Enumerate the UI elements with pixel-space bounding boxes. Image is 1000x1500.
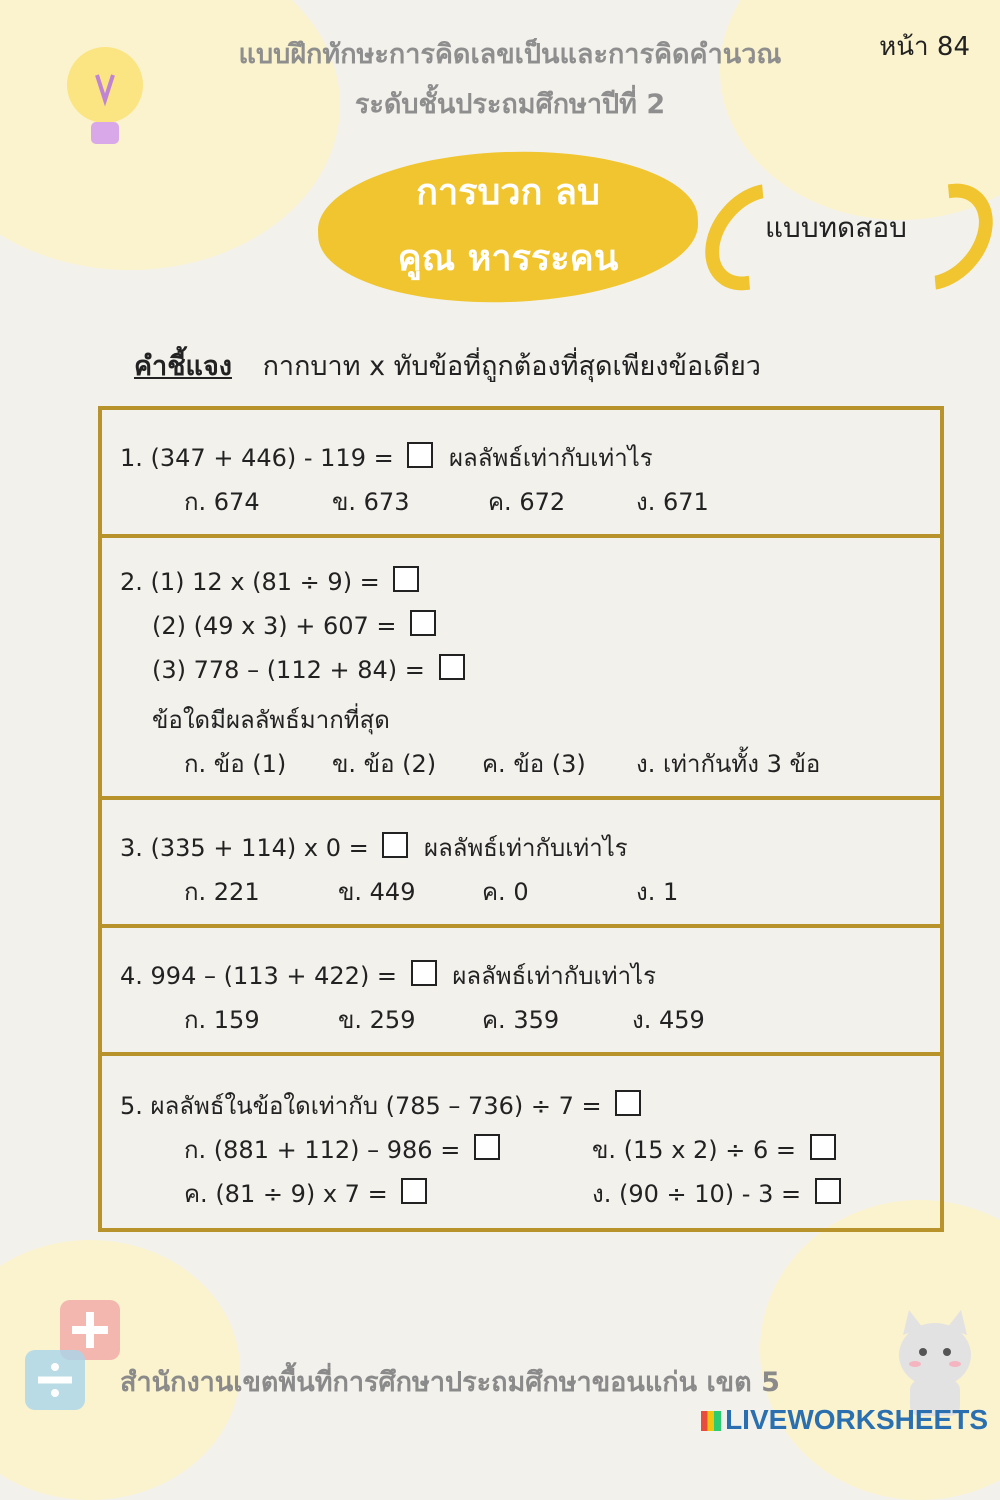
answer-box[interactable]: [411, 960, 437, 986]
answer-box[interactable]: [410, 610, 436, 636]
question-suffix: ผลลัพธ์เท่ากับเท่าไร: [452, 962, 656, 990]
question-1: [98, 406, 944, 538]
question-5: [98, 1052, 944, 1232]
lightbulb-icon: [55, 40, 155, 160]
question-suffix: ผลลัพธ์เท่ากับเท่าไร: [448, 444, 653, 472]
title-line-2: ระดับชั้นประถมศึกษาปีที่ 2: [354, 89, 666, 120]
question-text: 3. (335 + 114) x 0 =: [120, 834, 369, 862]
question-text: 4. 994 – (113 + 422) =: [120, 962, 398, 990]
option-c[interactable]: ค. 359: [482, 1006, 560, 1034]
option-d[interactable]: ง. (90 ÷ 10) - 3 =: [592, 1180, 802, 1208]
question-3: [98, 796, 944, 928]
math-symbols-icon: [20, 1290, 130, 1430]
answer-box[interactable]: [815, 1178, 841, 1204]
question-2: [98, 534, 944, 800]
title-line-1: แบบฝึกทักษะการคิดเลขเป็นและการคิดคำนวณ: [238, 39, 782, 70]
option-c[interactable]: ค. 672: [488, 488, 566, 516]
option-b[interactable]: ข. 259: [338, 1006, 416, 1034]
answer-box[interactable]: [407, 442, 433, 468]
option-d[interactable]: ง. เท่ากันทั้ง 3 ข้อ: [636, 750, 821, 778]
topic-line-1: การบวก ลบ: [416, 172, 600, 213]
question-text: 5. ผลลัพธ์ในข้อใดเท่ากับ (785 – 736) ÷ 7 =: [120, 1092, 602, 1120]
liveworksheets-logo-icon: [701, 1411, 721, 1431]
watermark-text: LIVEWORKSHEETS: [725, 1404, 988, 1435]
option-a[interactable]: ก. 221: [184, 878, 260, 906]
option-a[interactable]: ก. 159: [184, 1006, 260, 1034]
option-d[interactable]: ง. 671: [636, 488, 709, 516]
option-c[interactable]: ค. 0: [482, 878, 529, 906]
question-text: 1. (347 + 446) - 119 =: [120, 444, 394, 472]
instructions-text: กากบาท x ทับข้อที่ถูกต้องที่สุดเพียงข้อเดียว: [262, 351, 761, 382]
answer-box[interactable]: [615, 1090, 641, 1116]
question-line: (3) 778 – (112 + 84) =: [152, 656, 425, 684]
answer-box[interactable]: [439, 654, 465, 680]
liveworksheets-watermark: [701, 1404, 988, 1436]
page-number: หน้า 84: [879, 32, 970, 62]
option-b[interactable]: ข. 449: [338, 878, 416, 906]
footer-organization: สำนักงานเขตพื้นที่การศึกษาประถมศึกษาขอนแก่น เขต 5: [120, 1367, 780, 1398]
option-b[interactable]: ข. 673: [332, 488, 410, 516]
option-c[interactable]: ค. (81 ÷ 9) x 7 =: [184, 1180, 388, 1208]
answer-box[interactable]: [401, 1178, 427, 1204]
topic-line-2: คูณ หารระคน: [397, 238, 619, 279]
option-b[interactable]: ข. (15 x 2) ÷ 6 =: [592, 1136, 797, 1164]
question-suffix: ผลลัพธ์เท่ากับเท่าไร: [424, 834, 628, 862]
answer-box[interactable]: [382, 832, 408, 858]
answer-box[interactable]: [393, 566, 419, 592]
option-b[interactable]: ข. ข้อ (2): [332, 750, 437, 778]
option-a[interactable]: ก. (881 + 112) – 986 =: [184, 1136, 461, 1164]
answer-box[interactable]: [810, 1134, 836, 1160]
worksheet-title: [150, 30, 870, 130]
option-d[interactable]: ง. 1: [636, 878, 679, 906]
answer-box[interactable]: [474, 1134, 500, 1160]
question-prompt: ข้อใดมีผลลัพธ์มากที่สุด: [152, 706, 390, 734]
question-4: [98, 924, 944, 1056]
topic-badge-text: [318, 160, 698, 292]
question-line: (2) (49 x 3) + 607 =: [152, 612, 397, 640]
option-a[interactable]: ก. 674: [184, 488, 260, 516]
option-c[interactable]: ค. ข้อ (3): [482, 750, 586, 778]
instructions: [134, 344, 761, 387]
cat-icon: [885, 1300, 985, 1420]
question-line: 2. (1) 12 x (81 ÷ 9) =: [120, 568, 380, 596]
option-a[interactable]: ก. ข้อ (1): [184, 750, 287, 778]
instructions-heading: คำชี้แจง: [134, 351, 232, 382]
option-d[interactable]: ง. 459: [632, 1006, 705, 1034]
test-label: แบบทดสอบ: [765, 211, 907, 244]
